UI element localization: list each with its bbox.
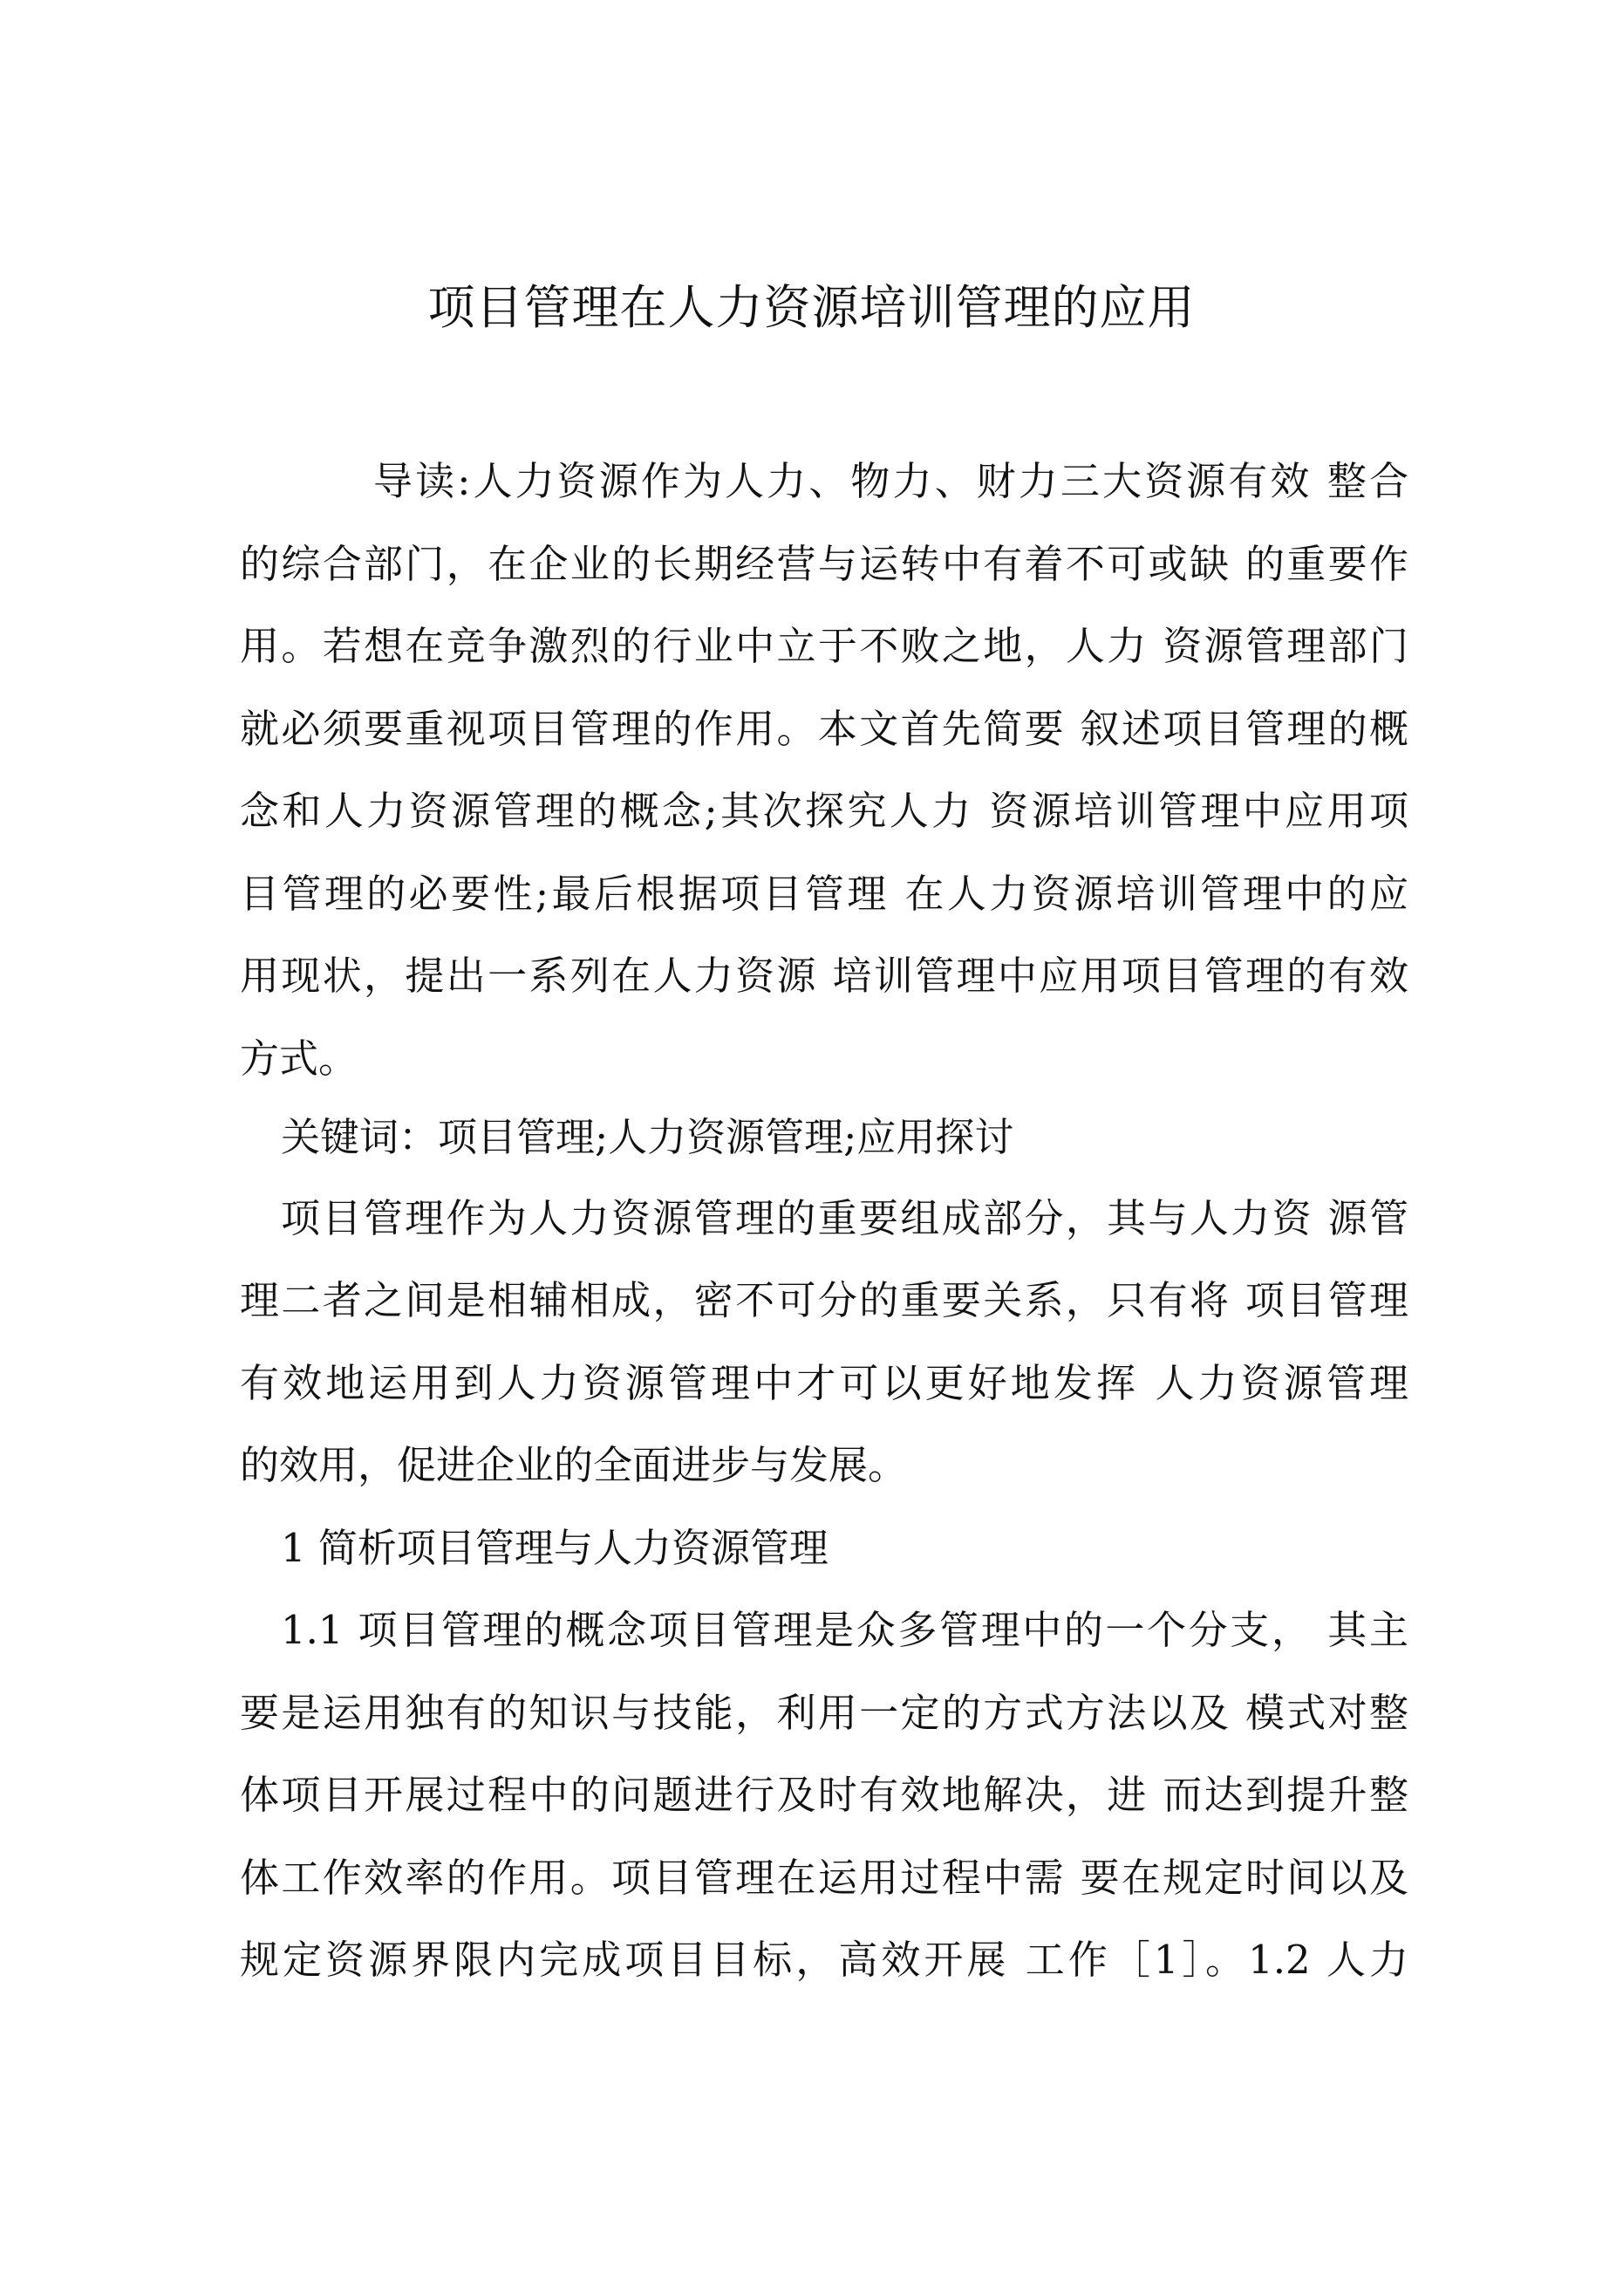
abstract-line-8: 方式。 xyxy=(240,1035,358,1082)
body-line-1: 项目管理作为人力资源管理的重要组成部分，其与人力资 源管 xyxy=(281,1195,1408,1241)
abstract-line-7: 用现状，提出一系列在人力资源 培训管理中应用项目管理的有效 xyxy=(240,953,1408,999)
body-line-7: 体项目开展过程中的问题进行及时有效地解决，进 而达到提升整 xyxy=(240,1772,1408,1818)
section-heading-1: 1 简析项目管理与人力资源管理 xyxy=(281,1525,829,1571)
body-line-6: 要是运用独有的知识与技能，利用一定的方式方法以及 模式对整 xyxy=(240,1690,1408,1736)
body-line-4: 的效用，促进企业的全面进步与发展。 xyxy=(240,1442,908,1488)
abstract-line-5: 念和人力资源管理的概念;其次探究人力 资源培训管理中应用项 xyxy=(240,788,1408,834)
body-line-5: 1.1 项目管理的概念项目管理是众多管理中的一个分支， 其主 xyxy=(281,1607,1408,1653)
abstract-line-2: 的综合部门，在企业的长期经营与运转中有着不可或缺 的重要作 xyxy=(240,541,1408,587)
abstract-line-6: 目管理的必要性;最后根据项目管理 在人力资源培训管理中的应 xyxy=(240,871,1408,917)
abstract-line-3: 用。若想在竞争激烈的行业中立于不败之地，人力 资源管理部门 xyxy=(240,623,1408,669)
document-title: 项目管理在人力资源培训管理的应用 xyxy=(427,280,1196,335)
body-line-3: 有效地运用到人力资源管理中才可以更好地发挥 人力资源管理 xyxy=(240,1360,1408,1406)
abstract-line-4: 就必须要重视项目管理的作用。本文首先简要 叙述项目管理的概 xyxy=(240,706,1408,752)
abstract-line-1: 导读:人力资源作为人力、物力、财力三大资源有效 整合 xyxy=(373,458,1408,504)
body-line-2: 理二者之间是相辅相成，密不可分的重要关系，只有将 项目管理 xyxy=(240,1277,1408,1323)
keywords-line: 关键词：项目管理;人力资源管理;应用探讨 xyxy=(281,1114,1014,1160)
body-line-9: 规定资源界限内完成项目目标，高效开展 工作［1］。1.2 人力 xyxy=(240,1937,1408,1983)
body-line-8: 体工作效率的作用。项目管理在运用过程中需 要在规定时间以及 xyxy=(240,1855,1408,1901)
